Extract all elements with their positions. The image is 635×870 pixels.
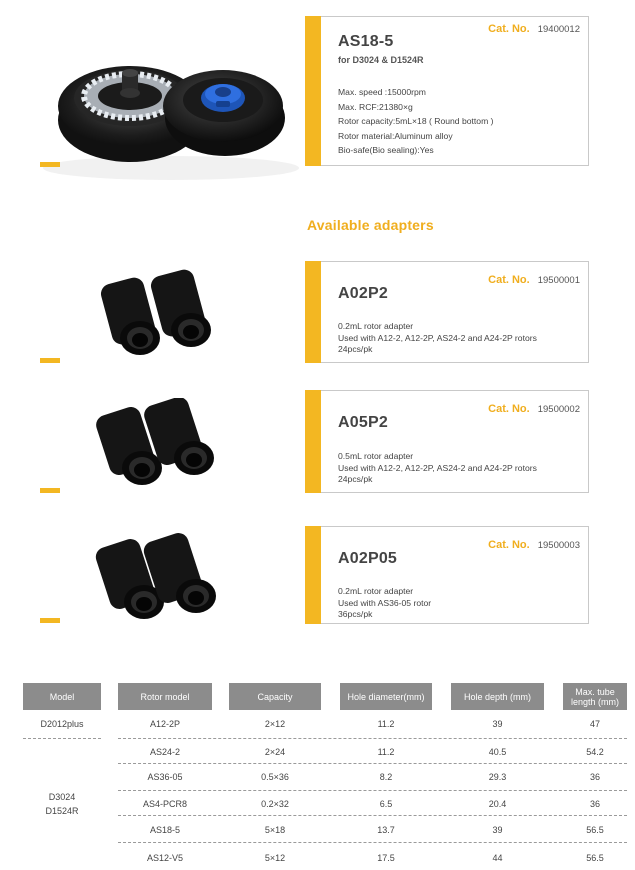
section-title: Available adapters (307, 217, 434, 233)
table-cell: 5×12 (264, 853, 286, 863)
table-cell: 0.5×36 (261, 772, 289, 782)
table-cell: 2×24 (264, 747, 286, 757)
table-cell: AS12-V5 (146, 853, 184, 863)
table-cell: 29.3 (488, 772, 507, 782)
table-cell: 5×18 (264, 825, 286, 835)
product-compatibility: for D3024 & D1524R (338, 55, 424, 65)
table-cell: A12-2P (149, 719, 181, 729)
accent-bar (305, 261, 321, 363)
row-divider (118, 842, 627, 843)
table-cell: 56.5 (586, 853, 604, 863)
spec-line: Rotor material:Aluminum alloy (338, 130, 453, 141)
adapter-desc: 0.5mL rotor adapter Used with A12-2, A12-2P, AS24-2 and A24-2P rotors 24pcs/pk (338, 451, 537, 484)
table-cell: 11.2 (377, 747, 395, 757)
adapter-image (92, 532, 242, 624)
adapter-card (321, 526, 589, 624)
adapter-desc: 0.2mL rotor adapter Used with A12-2, A12-2P, AS24-2 and A24-2P rotors 24pcs/pk (338, 321, 537, 354)
cat-no: Cat. No. 19500003 (488, 539, 580, 551)
table-cell: 56.5 (586, 825, 604, 835)
accent-mark (40, 162, 60, 167)
adapter-name: A05P2 (338, 414, 388, 431)
table-cell: AS36-05 (147, 772, 183, 782)
table-cell: 39 (492, 719, 503, 729)
adapter-name: A02P2 (338, 285, 388, 302)
table-cell: 54.2 (586, 747, 604, 757)
accent-bar (305, 390, 321, 493)
row-divider (118, 738, 627, 739)
table-cell: 17.5 (377, 853, 395, 863)
table-header-capacity: Capacity (229, 683, 321, 710)
row-divider (118, 790, 627, 791)
adapter-desc: 0.2mL rotor adapter Used with AS36-05 rotor 36pcs/pk (338, 586, 432, 619)
accent-bar (305, 526, 321, 624)
adapter-card (321, 261, 589, 363)
spec-line: Max. RCF:21380×g (338, 101, 413, 112)
table-cell: AS4-PCR8 (142, 799, 187, 809)
table-cell: 8.2 (379, 772, 393, 782)
accent-mark (40, 488, 60, 493)
accent-mark (40, 358, 60, 363)
cat-no: Cat. No. 19500002 (488, 403, 580, 415)
cat-no: Cat. No. 19500001 (488, 274, 580, 286)
table-cell: 40.5 (488, 747, 507, 757)
table-cell: 13.7 (377, 825, 395, 835)
table-cell: AS24-2 (149, 747, 181, 757)
table-cell: 47 (589, 719, 600, 729)
adapter-name: A02P05 (338, 550, 398, 567)
adapter-image (92, 268, 242, 358)
accent-bar (305, 16, 321, 166)
product-name: AS18-5 (338, 33, 394, 50)
row-divider (118, 763, 627, 764)
table-cell: 39 (492, 825, 503, 835)
spec-list (338, 87, 493, 157)
rotor-image (40, 18, 302, 186)
spec-line: Max. speed :15000rpm (338, 87, 426, 97)
table-cell: 6.5 (379, 799, 393, 809)
table-cell: 0.2×32 (261, 799, 289, 809)
table-cell: 36 (589, 799, 600, 809)
table-cell: 44 (492, 853, 503, 863)
table-header-rotor-model: Rotor model (118, 683, 212, 710)
table-cell: 11.2 (377, 719, 395, 729)
spec-line: Bio-safe(Bio sealing):Yes (338, 145, 434, 155)
table-cell: 2×12 (264, 719, 286, 729)
adapter-card (321, 390, 589, 493)
table-cell-model: D1524R (45, 806, 79, 816)
cat-no: Cat. No. 19400012 (488, 23, 580, 35)
table-cell-model: D3024 (48, 792, 76, 802)
rotor-card (321, 16, 589, 166)
table-header-hole-depth: Hole depth (mm) (451, 683, 544, 710)
table-cell-model: D2012plus (40, 719, 84, 729)
table-header-model: Model (23, 683, 101, 710)
row-divider (118, 815, 627, 816)
adapter-image (92, 398, 242, 490)
table-header-max-tube-length: Max. tube length (mm) (563, 683, 627, 710)
table-header-hole-diameter: Hole diameter(mm) (340, 683, 432, 710)
row-divider (23, 738, 101, 739)
table-cell: AS18-5 (149, 825, 181, 835)
table-cell: 20.4 (488, 799, 507, 809)
spec-line: Rotor capacity:5mL×18 ( Round bottom ) (338, 116, 494, 126)
accent-mark (40, 618, 60, 623)
table-cell: 36 (589, 772, 600, 782)
